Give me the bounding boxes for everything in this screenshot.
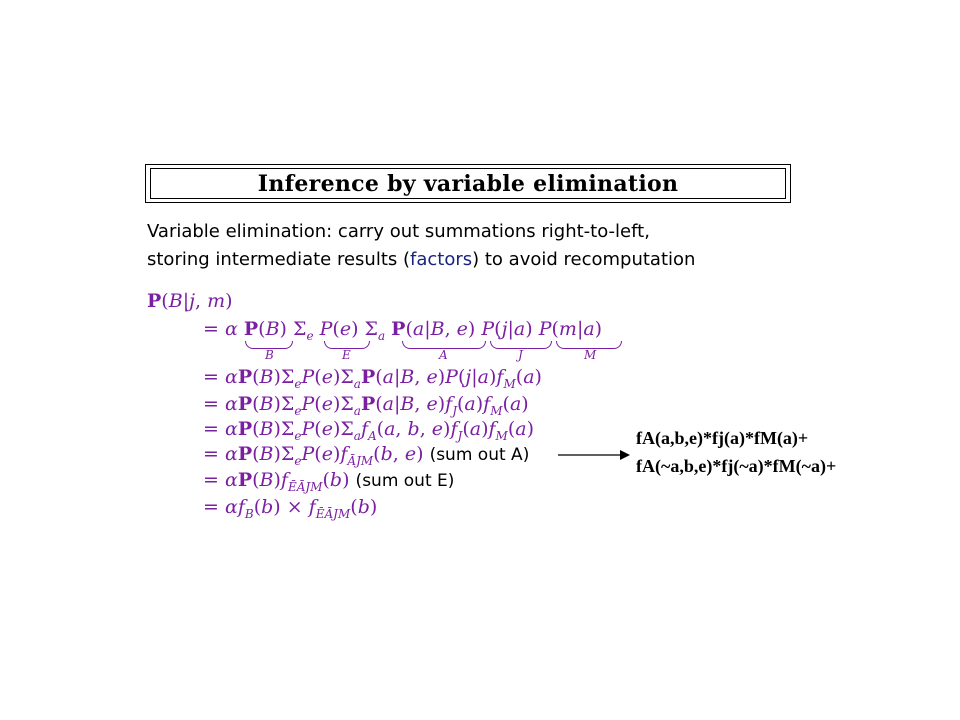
equation-query: P(B|j, m)	[147, 290, 233, 312]
intro-line-1: Variable elimination: carry out summations right-to-left,	[147, 221, 650, 242]
factor-expansion-line-1: fA(a,b,e)*fj(a)*fM(a)+	[636, 428, 809, 448]
intro-line-2-after: ) to avoid recomputation	[472, 249, 696, 270]
slide-title: Inference by variable elimination	[257, 170, 679, 197]
right-arrow-icon	[558, 448, 630, 462]
brace-label-e: E	[342, 348, 351, 362]
equation-step-7: = $\alpha f_B(b) \times f_{ĒĀJM}(b)$	[203, 496, 378, 521]
factors-term: factors	[410, 249, 473, 270]
equation-step-1: = α P(B) $\Sigma_e$ P(e) $\Sigma_a$ P(a|B, e) P(j|a) P(m|a)	[203, 318, 603, 343]
factor-expansion-line-2: fA(~a,b,e)*fj(~a)*fM(~a)+	[636, 456, 837, 476]
equation-step-3: = $\alpha P(B)\Sigma_eP(e)\Sigma_aP(a|B$, $e)f_J(a)f_M(a)$	[203, 393, 529, 418]
equation-step-4: = $\alpha P(B)\Sigma_eP(e)\Sigma_af_A(a$, b, $e)f_J(a)f_M(a)$	[203, 418, 534, 443]
equation-step-2: = $\alpha P(B)\Sigma_eP(e)\Sigma_aP(a|B$, $e)P(j|a)f_M(a)$	[203, 366, 542, 391]
equation-step-6: = $\alpha P(B)f_{ĒĀJM}(b)$ (sum out E)	[203, 469, 455, 494]
slide-title-box	[145, 164, 791, 203]
sum-out-e-note: sum out E	[362, 471, 448, 491]
brace-label-a: A	[439, 348, 448, 362]
brace-label-m: M	[584, 348, 597, 362]
brace-label-b: B	[265, 348, 274, 362]
intro-line-2-before: storing intermediate results (	[147, 249, 410, 270]
slide-title-inner-border	[150, 168, 786, 199]
intro-line-2	[147, 248, 695, 272]
sum-out-a-note: sum out A	[436, 445, 523, 465]
brace-label-j: J	[518, 348, 523, 362]
equation-step-5: = $\alpha P(B)\Sigma_eP(e)f_{ĀJM}(b$, e) (sum out A)	[203, 443, 530, 468]
